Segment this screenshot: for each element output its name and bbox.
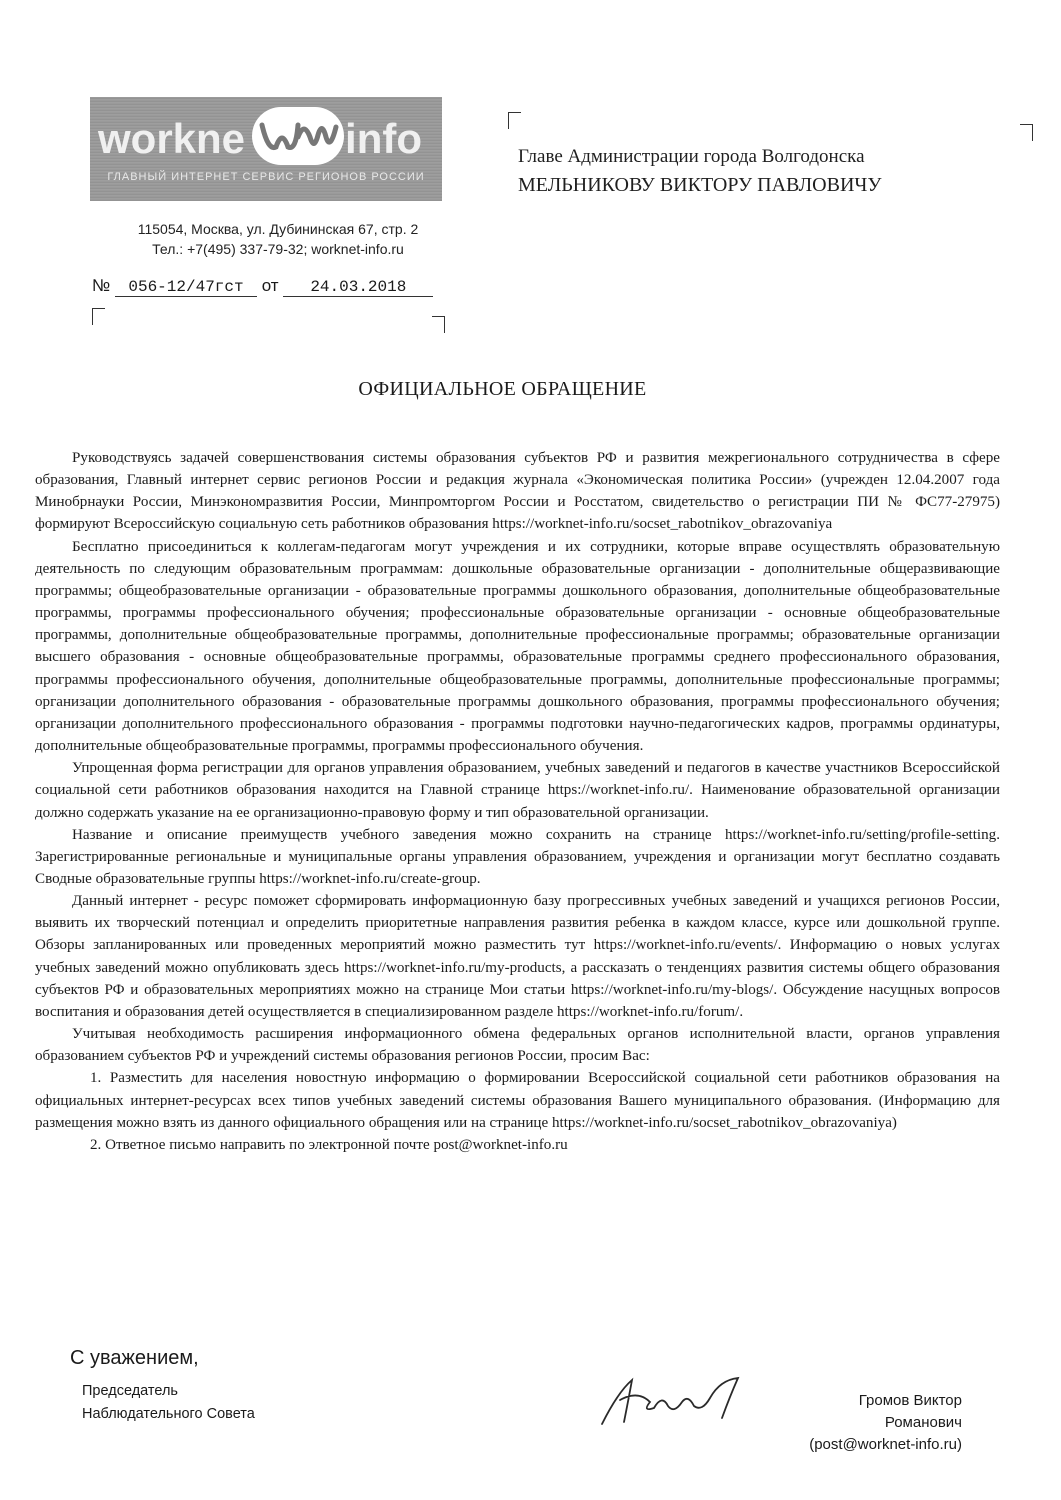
registration-line bbox=[92, 276, 433, 297]
handwritten-signature bbox=[598, 1372, 758, 1432]
signer-name: Громов Виктор Романович bbox=[858, 1392, 962, 1431]
sender-address: 115054, Москва, ул. Дубининская 67, стр. 2 bbox=[137, 221, 419, 237]
corner-mark bbox=[432, 316, 445, 333]
number-label: № bbox=[92, 276, 111, 295]
signer-position bbox=[82, 1380, 255, 1426]
corner-mark bbox=[92, 308, 105, 325]
signer-email: (post@worknet-info.ru) bbox=[809, 1436, 962, 1453]
signer-block bbox=[780, 1390, 962, 1456]
recipient-position: Главе Администрации города Волгодонска bbox=[518, 146, 865, 167]
date-label: от bbox=[261, 276, 279, 295]
paragraph: Данный интернет - ресурс поможет сформировать информационную базу прогрессивных учебных заведений и учащихся регионов России, выявить их творческий потенциал и определить приоритетные направления развития ребенка в каждом классе, курсе или дошкольной группе. Обзоры запланированных или проведенных мероприятий можно разместить тут https://worknet-info.ru/events/. Информацию о новых услугах учебных заведений можно опубликовать здесь https://worknet-info.ru/my-products, а рассказать о тенденциях развития системы общего образования субъектов РФ и образовательных мероприятиях можно на странице Мои статьи https://worknet-info.ru/my-blogs/. Обсуждение насущных вопросов воспитания и образования детей осуществляется в специализированном разделе https://worknet-info.ru/forum/. bbox=[35, 893, 1000, 1020]
document-title: ОФИЦИАЛЬНОЕ ОБРАЩЕНИЕ bbox=[358, 378, 647, 400]
company-logo bbox=[90, 97, 442, 201]
paragraph: Название и описание преимуществ учебного заведения можно сохранить на странице https://worknet-info.ru/setting/profile-setting. Зарегистрированные региональные и муниципальные органы управления образованием, учреждения и организации могут бесплатно создавать Сводные образовательные группы https://worknet-info.ru/create-group. bbox=[35, 826, 1000, 887]
letter-body bbox=[35, 447, 1000, 1156]
logo-tagline: ГЛАВНЫЙ ИНТЕРНЕТ СЕРВИС РЕГИОНОВ РОССИИ bbox=[107, 171, 425, 183]
paragraph: Учитывая необходимость расширения информационного обмена федеральных органов исполнительной власти, органов управления образованием субъектов РФ и учреждений системы образования регионов России, просим Вас: bbox=[35, 1026, 1000, 1065]
position-line: Председатель bbox=[82, 1383, 178, 1399]
closing-regards: С уважением, bbox=[70, 1347, 199, 1369]
logo-badge-icon bbox=[252, 107, 344, 165]
logo-wordmark: workne info bbox=[98, 115, 423, 162]
position-line: Наблюдательного Совета bbox=[82, 1406, 255, 1422]
request-item: 1. Разместить для населения новостную информацию о формировании Всероссийской социальной сети работников образования на официальных интернет-ресурсах всех типов учебных заведений системы образования Вашего муниципального образования. (Информацию для размещения можно взять из данного официального обращения или на странице https://worknet-info.ru/socset_rabotnikov_obrazovaniya) bbox=[35, 1070, 1000, 1131]
paragraph: Упрощенная форма регистрации для органов управления образованием, учебных заведений и педагогов в качестве участников Всероссийской социальной сети работников образования находится на Главной странице https://worknet-info.ru/. Наименование образовательной организации должно содержать указание на ее организационно-правовую форму и тип образовательной организации. bbox=[35, 760, 1000, 821]
paragraph: Бесплатно присоединиться к коллегам-педагогам могут учреждения и их сотрудники, которые вправе осуществлять образовательную деятельность по следующим образовательным программам: дошкольные образовательные организации - дополнительные общеразвивающие программы; общеобразовательные организации - образовательные программы дошкольного образования, дополнительные общеобразовательные программы, программы профессионального обучения; профессиональные образовательные организации - основные общеобразовательные программы, дополнительные общеобразовательные программы, дополнительные профессиональные программы; образовательные организации высшего образования - основные общеобразовательные программы, образовательные программы среднего профессионального образования, программы профессионального обучения, дополнительные общеобразовательные программы, дополнительные профессиональные программы; организации дополнительного образования - образовательные программы дошкольного образования, программы профессионального обучения; организации дополнительного профессионального образования - программы подготовки научно-педагогических кадров, программы ординатуры, дополнительные общеобразовательные программы, программы профессионального обучения. bbox=[35, 538, 1000, 755]
recipient-name: МЕЛЬНИКОВУ ВИКТОРУ ПАВЛОВИЧУ bbox=[518, 174, 882, 196]
corner-mark bbox=[508, 112, 521, 129]
sender-contacts: Тел.: +7(495) 337-79-32; worknet-info.ru bbox=[152, 241, 404, 257]
document-number: 056-12/47гст bbox=[115, 278, 257, 297]
request-item: 2. Ответное письмо направить по электронной почте post@worknet-info.ru bbox=[90, 1136, 568, 1153]
paragraph: Руководствуясь задачей совершенствования системы образования субъектов РФ и развития межрегионального сотрудничества в сфере образования, Главный интернет сервис регионов России и редакция журнала «Экономическая политика России» (учрежден 12.04.2007 года Минобрнауки России, Минэкономразвития России, Минпромторгом России и Росстатом, свидетельство о регистрации ПИ № ФС77-27975) формируют Всероссийскую социальную сеть работников образования https://worknet-info.ru/socset_rabotnikov_obrazovaniya bbox=[35, 450, 1000, 533]
document-date: 24.03.2018 bbox=[283, 278, 433, 297]
corner-mark bbox=[1020, 124, 1033, 141]
